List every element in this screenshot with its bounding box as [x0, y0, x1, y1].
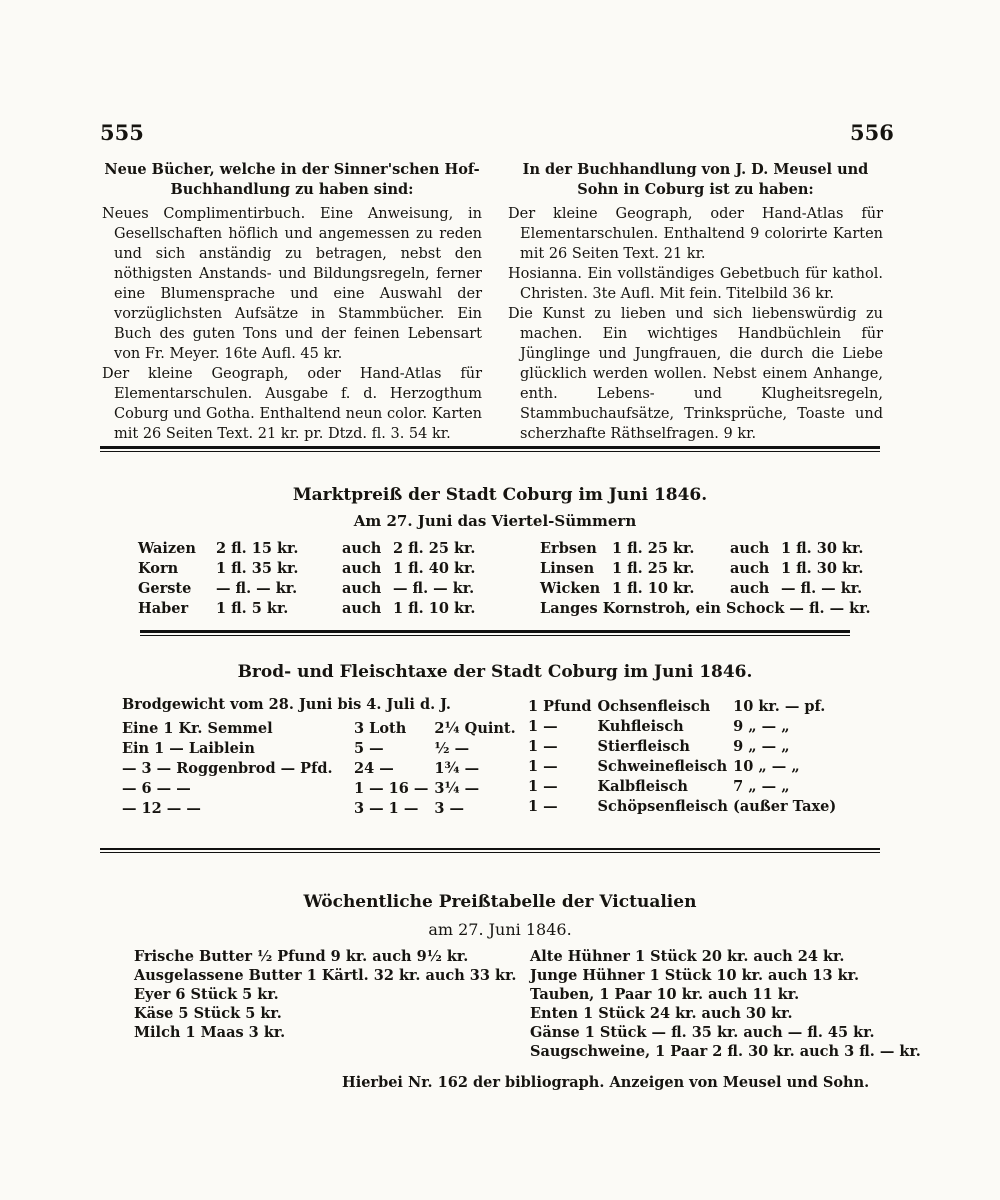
price: 9 „ — „ [733, 717, 790, 735]
weight: ½ — [434, 739, 470, 757]
quantity: 1 — [528, 717, 558, 735]
bread-item: — 12 — — [122, 799, 201, 817]
table-row [540, 578, 877, 598]
victuals-left [134, 948, 516, 1043]
item: Gerste [138, 579, 192, 597]
book-entry: Der kleine Geograph, oder Hand-Atlas für Elementarschulen. Enthaltend 9 colorirte Karten mit 26 Seiten Text. 21 kr. [508, 206, 883, 262]
auch: auch [342, 599, 382, 617]
quantity: 1 — [528, 777, 558, 795]
divider [100, 446, 880, 452]
left-column-heading: Neue Bücher, welche in der Sinner'schen Hof-Buchhandlung zu haben sind: [104, 161, 480, 198]
list-item: Enten 1 Stück 24 kr. auch 30 kr. [530, 1005, 793, 1022]
table-row [528, 736, 842, 756]
list-item: Frische Butter ½ Pfund 9 kr. auch 9½ kr. [134, 948, 469, 965]
item: Waizen [138, 539, 196, 557]
quantity: 1 — [528, 797, 558, 815]
market-subtitle: Am 27. Juni das Viertel-Sümmern [353, 512, 637, 530]
weight: 3 — 1 — [354, 799, 419, 817]
price: 2 fl. 25 kr. [393, 539, 476, 557]
price: 1 fl. 40 kr. [393, 559, 476, 577]
auch: auch [730, 559, 770, 577]
table-row [138, 558, 481, 578]
bread-table [122, 718, 522, 818]
weight: 5 — [354, 739, 384, 757]
book-entry: Neues Complimentirbuch. Eine Anweisung, in Gesellschaften höflich und angemessen zu reden und sich anständig zu betragen, nebst den nöthigsten Anstands- und Bildungsregeln, ferner eine Blumensprache und eine Auswahl der vorzüglichsten Aufsätze in Stammbücher. Ein Buch des guten Tons und der feinen Lebensart von Fr. Meyer. 16te Aufl. 45 kr. [102, 206, 482, 362]
quantity: 1 — [528, 757, 558, 775]
price: — fl. — kr. [216, 579, 298, 597]
table-row [138, 578, 481, 598]
market-table-left [138, 538, 481, 618]
price: 1 fl. 5 kr. [216, 599, 289, 617]
weight: 24 — [354, 759, 394, 777]
weight: 1 — 16 — [354, 779, 429, 797]
price: 1 fl. 25 kr. [612, 539, 695, 557]
meat-item: Kalbfleisch [597, 777, 688, 795]
price: — fl. — kr. [393, 579, 475, 597]
table-row [122, 758, 522, 778]
victuals-date: am 27. Juni 1846. [428, 920, 572, 939]
list-item: Saugschweine, 1 Paar 2 fl. 30 kr. auch 3 fl. — kr. [530, 1043, 921, 1060]
divider [100, 848, 880, 853]
table-row [528, 796, 842, 816]
price: 2 fl. 15 kr. [216, 539, 299, 557]
quantity: 1 — [528, 737, 558, 755]
bread-item: Ein 1 — Laiblein [122, 739, 255, 757]
weight: 2¼ Quint. [434, 719, 516, 737]
page-number-left: 555 [100, 120, 144, 145]
table-row [540, 558, 877, 578]
straw-price: Langes Kornstroh, ein Schock — fl. — kr. [540, 599, 871, 617]
table-row [528, 716, 842, 736]
bread-title: Brod- und Fleischtaxe der Stadt Coburg im Juni 1846. [237, 662, 753, 682]
price: 1 fl. 30 kr. [781, 559, 864, 577]
price: 1 fl. 30 kr. [781, 539, 864, 557]
bread-item: — 6 — — [122, 779, 191, 797]
divider [140, 630, 850, 636]
market-title: Marktpreiß der Stadt Coburg im Juni 1846. [292, 485, 708, 505]
item: Wicken [540, 579, 601, 597]
right-column-heading: In der Buchhandlung von J. D. Meusel und Sohn in Coburg ist zu haben: [522, 161, 869, 198]
victuals-title: Wöchentliche Preißtabelle der Victualien [303, 892, 697, 912]
book-entry: Die Kunst zu lieben und sich liebenswürdig zu machen. Ein wichtiges Handbüchlein für Jünglinge und Jungfrauen, die durch die Liebe glücklich werden wollen. Nebst einem Anhange, enth. Lebens- und Klugheitsregeln, Stammbuchaufsätze, Trinksprüche, Toaste und scherzhafte Räthselfragen. 9 kr. [508, 306, 883, 442]
weight: 3¼ — [434, 779, 480, 797]
table-row [540, 538, 877, 558]
meat-item: Ochsenfleisch [597, 697, 711, 715]
table-row [528, 756, 842, 776]
bread-weight-header: Brodgewicht vom 28. Juni bis 4. Juli d. J. [122, 696, 451, 713]
meat-item: Schöpsenfleisch (außer Taxe) [597, 797, 837, 815]
item: Haber [138, 599, 189, 617]
weight: 3 — [434, 799, 465, 817]
meat-item: Kuhfleisch [597, 717, 684, 735]
table-row [528, 776, 842, 796]
page-number-right: 556 [850, 120, 894, 145]
left-column [102, 160, 482, 444]
victuals-right [530, 948, 921, 1062]
table-row [122, 718, 522, 738]
item: Linsen [540, 559, 595, 577]
price: 10 „ — „ [733, 757, 800, 775]
bread-item: — 3 — Roggenbrod — Pfd. [122, 759, 333, 777]
table-row [138, 538, 481, 558]
auch: auch [342, 559, 382, 577]
table-row [122, 738, 522, 758]
footer-note: Hierbei Nr. 162 der bibliograph. Anzeigen von Meusel und Sohn. [342, 1074, 870, 1091]
weight: 1¾ — [434, 759, 480, 777]
bread-item: Eine 1 Kr. Semmel [122, 719, 273, 737]
price: 1 fl. 10 kr. [612, 579, 695, 597]
list-item: Tauben, 1 Paar 10 kr. auch 11 kr. [530, 986, 800, 1003]
book-entry: Der kleine Geograph, oder Hand-Atlas für Elementarschulen. Ausgabe f. d. Herzogthum Coburg und Gotha. Enthaltend neun color. Karten mit 26 Seiten Text. 21 kr. pr. Dtzd. fl. 3. 54 kr. [102, 366, 482, 442]
list-item: Junge Hühner 1 Stück 10 kr. auch 13 kr. [530, 967, 860, 984]
auch: auch [730, 539, 770, 557]
table-row [122, 778, 522, 798]
list-item: Eyer 6 Stück 5 kr. [134, 986, 279, 1003]
book-entry: Hosianna. Ein vollständiges Gebetbuch für kathol. Christen. 3te Aufl. Mit fein. Titelbild 36 kr. [508, 266, 883, 302]
weight: 3 Loth [354, 719, 407, 737]
auch: auch [730, 579, 770, 597]
price: 10 kr. — pf. [733, 697, 826, 715]
right-column [508, 160, 883, 444]
auch: auch [342, 539, 382, 557]
item: Erbsen [540, 539, 597, 557]
table-row [528, 696, 842, 716]
quantity: 1 Pfund [528, 697, 592, 715]
price: 9 „ — „ [733, 737, 790, 755]
price: — fl. — kr. [781, 579, 863, 597]
table-row [122, 798, 522, 818]
item: Korn [138, 559, 179, 577]
list-item: Alte Hühner 1 Stück 20 kr. auch 24 kr. [530, 948, 845, 965]
auch: auch [342, 579, 382, 597]
market-table-right [540, 538, 877, 618]
price: 1 fl. 35 kr. [216, 559, 299, 577]
meat-item: Schweinefleisch [597, 757, 728, 775]
table-row [138, 598, 481, 618]
price: 7 „ — „ [733, 777, 790, 795]
list-item: Milch 1 Maas 3 kr. [134, 1024, 286, 1041]
meat-table [528, 696, 842, 816]
list-item: Gänse 1 Stück — fl. 35 kr. auch — fl. 45 kr. [530, 1024, 875, 1041]
price: 1 fl. 25 kr. [612, 559, 695, 577]
price: 1 fl. 10 kr. [393, 599, 476, 617]
meat-item: Stierfleisch [597, 737, 690, 755]
table-row [540, 598, 877, 618]
list-item: Ausgelassene Butter 1 Kärtl. 32 kr. auch 33 kr. [134, 967, 517, 984]
list-item: Käse 5 Stück 5 kr. [134, 1005, 282, 1022]
